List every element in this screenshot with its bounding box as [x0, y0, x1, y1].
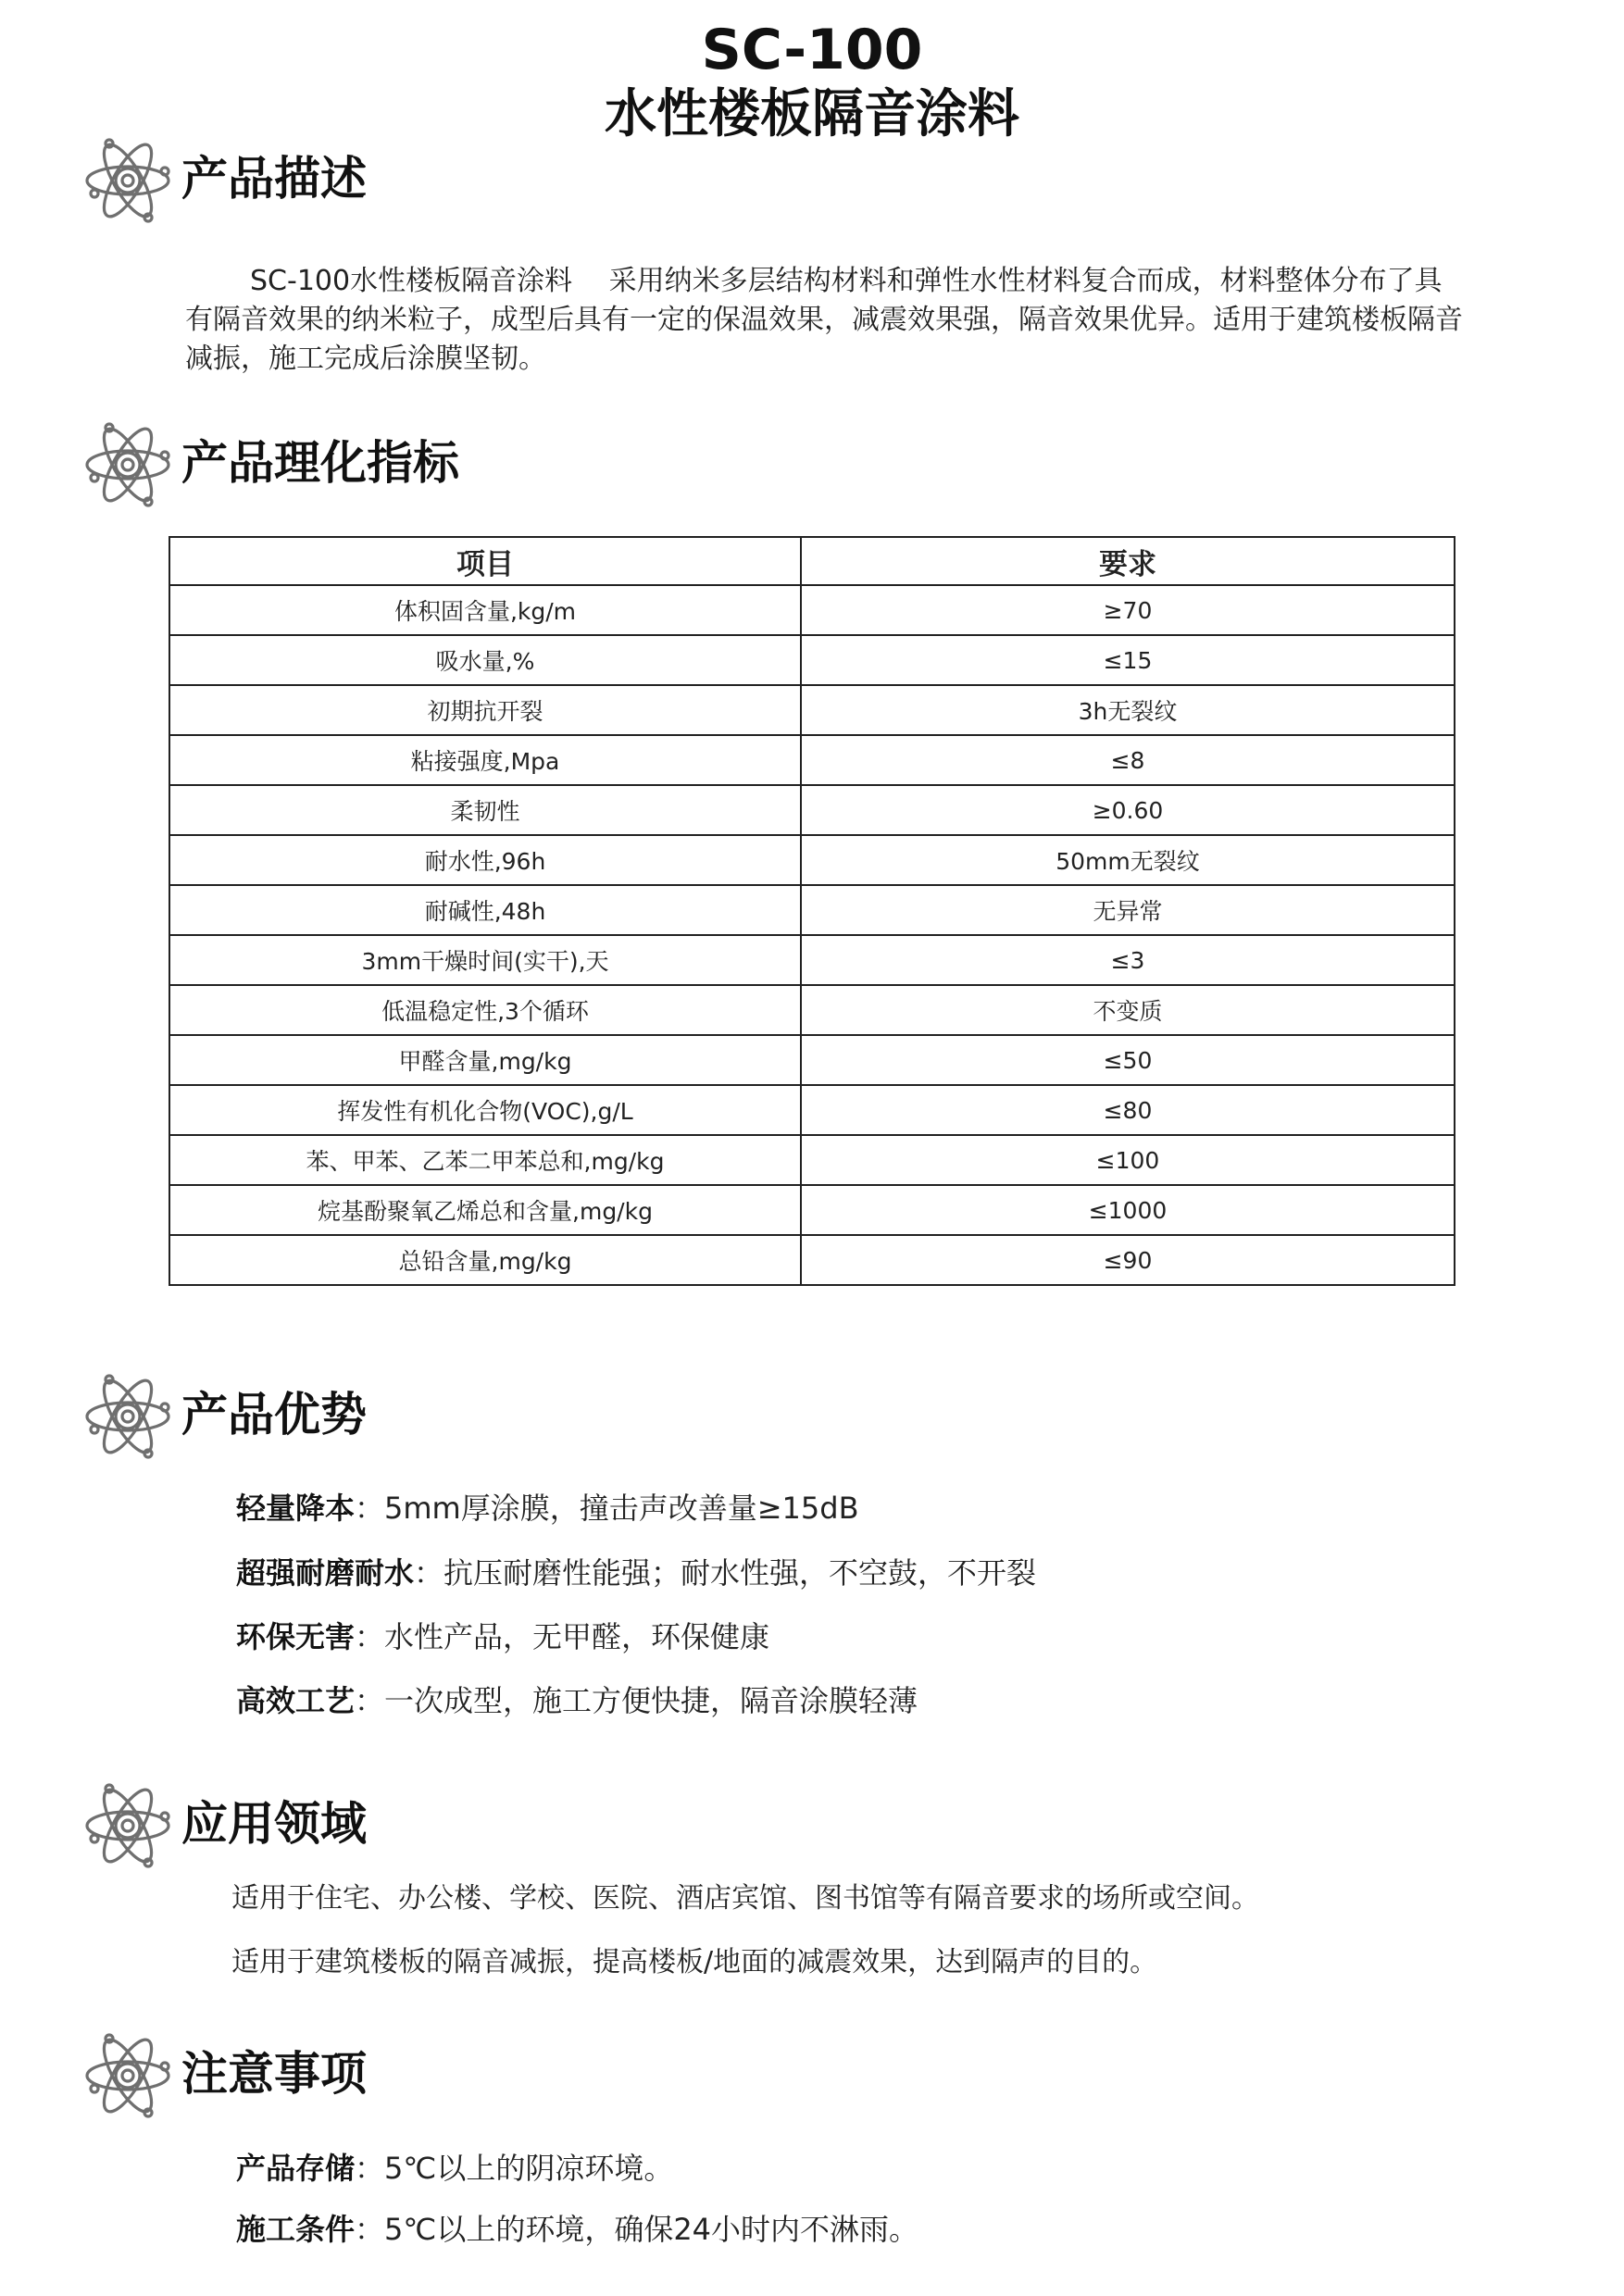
spec-value: ≥70 [801, 585, 1455, 635]
table-row [169, 635, 1455, 685]
application-item: 适用于建筑楼板的隔音减振，提高楼板/地面的减震效果，达到隔声的目的。 [231, 1946, 1158, 1978]
advantage-item [236, 1488, 859, 1529]
section-title: 产品优势 [181, 1388, 367, 1441]
advantage-item [236, 1553, 1036, 1593]
spec-item: 3mm干燥时间(实干),天 [169, 935, 801, 985]
description-paragraph [185, 262, 1463, 379]
table-row [169, 1035, 1455, 1085]
advantage-label: 环保无害 [236, 1619, 356, 1654]
section-title: 应用领域 [181, 1797, 367, 1851]
spec-value: 不变质 [801, 985, 1455, 1035]
section-title: 产品描述 [181, 152, 367, 206]
atom-icon [81, 418, 174, 511]
advantage-label: 超强耐磨耐水 [236, 1555, 415, 1591]
spec-value: ≤80 [801, 1085, 1455, 1135]
note-item [236, 2148, 673, 2189]
section-header-applications [81, 1779, 915, 1872]
note-label: 产品存储 [236, 2151, 356, 2186]
table-row [169, 985, 1455, 1035]
spec-item: 甲醛含量,mg/kg [169, 1035, 801, 1085]
spec-value: 3h无裂纹 [801, 685, 1455, 735]
spec-value: ≤90 [801, 1235, 1455, 1285]
spec-value: 无异常 [801, 885, 1455, 935]
note-label: 施工条件 [236, 2212, 356, 2247]
application-item: 适用于住宅、办公楼、学校、医院、酒店宾馆、图书馆等有隔音要求的场所或空间。 [231, 1882, 1259, 1915]
specs-table [169, 536, 1455, 1286]
advantage-item [236, 1680, 918, 1721]
table-row [169, 685, 1455, 735]
atom-icon [81, 1779, 174, 1872]
table-row [169, 1085, 1455, 1135]
note-text: ：5℃以上的环境，确保24小时内不淋雨。 [355, 2212, 919, 2247]
atom-icon [81, 2029, 174, 2122]
description-text: SC-100水性楼板隔音涂料 采用纳米多层结构材料和弹性水性材料复合而成，材料整体分布了具有隔音效果的纳米粒子，成型后具有一定的保温效果，减震效果强，隔音效果优异。适用于建筑楼板隔音减振，施工完成后涂膜坚韧。 [185, 265, 1463, 375]
table-row [169, 935, 1455, 985]
table-row [169, 585, 1455, 635]
table-row [169, 1185, 1455, 1235]
product-name-title: 水性楼板隔音涂料 [605, 84, 1019, 144]
advantage-text: ：水性产品，无甲醛，环保健康 [355, 1619, 770, 1654]
spec-value: ≤8 [801, 735, 1455, 785]
table-header-row [169, 537, 1455, 585]
column-header-requirement: 要求 [801, 537, 1455, 585]
section-header-specs [81, 418, 915, 511]
spec-item: 耐水性,96h [169, 835, 801, 885]
table-row [169, 1135, 1455, 1185]
spec-value: ≤1000 [801, 1185, 1455, 1235]
note-text: ：5℃以上的阴凉环境。 [355, 2151, 674, 2186]
spec-item: 柔韧性 [169, 785, 801, 835]
spec-value: ≤50 [801, 1035, 1455, 1085]
spec-item: 总铅含量,mg/kg [169, 1235, 801, 1285]
table-row [169, 885, 1455, 935]
spec-value: ≤3 [801, 935, 1455, 985]
spec-item: 烷基酚聚氧乙烯总和含量,mg/kg [169, 1185, 801, 1235]
atom-icon [81, 1370, 174, 1463]
advantage-text: ：5mm厚涂膜，撞击声改善量≥15dB [355, 1491, 859, 1526]
section-title: 产品理化指标 [181, 436, 459, 490]
spec-item: 粘接强度,Mpa [169, 735, 801, 785]
spec-item: 体积固含量,kg/m [169, 585, 801, 635]
column-header-item: 项目 [169, 537, 801, 585]
advantage-text: ：一次成型，施工方便快捷，隔音涂膜轻薄 [355, 1683, 918, 1718]
table-row [169, 835, 1455, 885]
section-header-advantages [81, 1370, 915, 1463]
spec-value: ≤100 [801, 1135, 1455, 1185]
advantage-item [236, 1616, 769, 1657]
advantage-label: 高效工艺 [236, 1683, 356, 1718]
spec-item: 低温稳定性,3个循环 [169, 985, 801, 1035]
section-header-notes [81, 2029, 915, 2122]
spec-item: 初期抗开裂 [169, 685, 801, 735]
spec-value: ≥0.60 [801, 785, 1455, 835]
product-code-title: SC-100 [701, 18, 923, 82]
note-item [236, 2209, 918, 2250]
spec-item: 吸水量,% [169, 635, 801, 685]
table-row [169, 1235, 1455, 1285]
table-row [169, 735, 1455, 785]
spec-value: ≤15 [801, 635, 1455, 685]
spec-item: 耐碱性,48h [169, 885, 801, 935]
spec-value: 50mm无裂纹 [801, 835, 1455, 885]
spec-item: 苯、甲苯、乙苯二甲苯总和,mg/kg [169, 1135, 801, 1185]
spec-item: 挥发性有机化合物(VOC),g/L [169, 1085, 801, 1135]
section-title: 注意事项 [181, 2047, 367, 2101]
section-header-description [81, 134, 915, 227]
advantage-text: ：抗压耐磨性能强；耐水性强，不空鼓，不开裂 [414, 1555, 1037, 1591]
advantage-label: 轻量降本 [236, 1491, 356, 1526]
table-row [169, 785, 1455, 835]
atom-icon [81, 134, 174, 227]
